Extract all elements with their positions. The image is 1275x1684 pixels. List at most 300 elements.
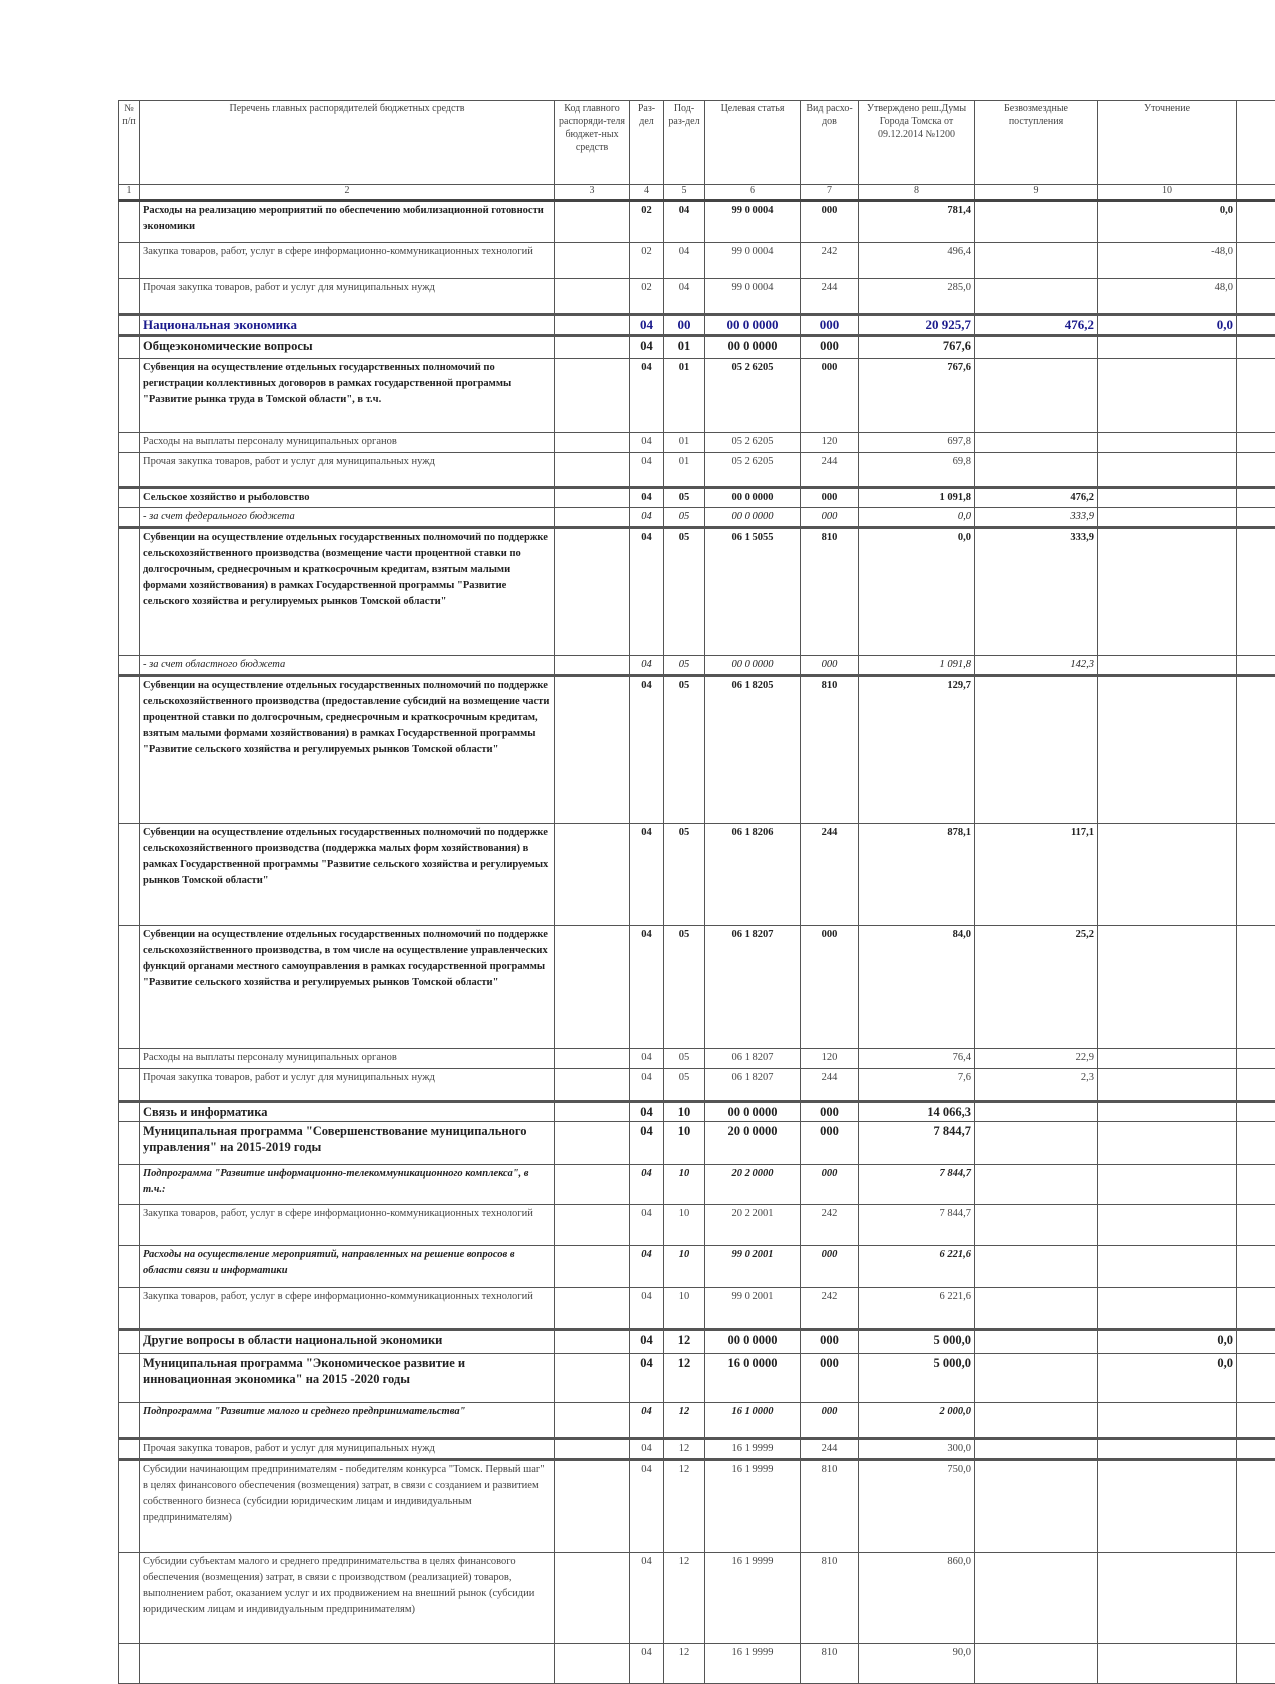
cell-target: 20 2 0000 — [705, 1165, 801, 1205]
cell-target: 05 2 6205 — [705, 433, 801, 453]
cell-name: Расходы на выплаты персоналу муниципальных органов — [140, 1049, 555, 1069]
cell-type: 244 — [801, 1069, 859, 1102]
cell-num — [119, 201, 140, 243]
cell-num — [119, 1165, 140, 1205]
cell-num — [119, 508, 140, 528]
cell-change — [1098, 1049, 1237, 1069]
cell-free — [975, 1460, 1098, 1553]
cell-change — [1098, 1403, 1237, 1439]
cell-change — [1098, 433, 1237, 453]
cell-name: Субвенции на осуществление отдельных государственных полномочий по поддержке сельскохозяйственного производства (возмещение части процентной ставки по долгосрочным, среднесрочным и краткосрочным кредитам, взятым малыми формами хозяйствования) в рамках Государственной программы "Развитие сельского хозяйства и регулируемых рынков Томской области" — [140, 528, 555, 656]
cell-extra — [1237, 1403, 1275, 1439]
cell-target: 16 1 0000 — [705, 1403, 801, 1439]
cell-num — [119, 279, 140, 315]
cell-free — [975, 1246, 1098, 1288]
cell-change: 0,0 — [1098, 1354, 1237, 1403]
cell-name: Муниципальная программа "Экономическое развитие и инновационная экономика" на 2015 -2020 годы — [140, 1354, 555, 1403]
cell-free — [975, 279, 1098, 315]
cell-type: 810 — [801, 676, 859, 824]
cell-subsection: 05 — [664, 488, 705, 508]
col-header-type: Вид расхо-дов — [801, 101, 859, 185]
cell-target: 20 2 2001 — [705, 1205, 801, 1246]
table-row — [119, 508, 1275, 528]
cell-target: 06 1 5055 — [705, 528, 801, 656]
cell-subsection: 04 — [664, 243, 705, 279]
cell-code — [555, 243, 630, 279]
cell-code — [555, 1049, 630, 1069]
cell-target: 16 1 9999 — [705, 1460, 801, 1553]
cell-code — [555, 508, 630, 528]
cell-num — [119, 676, 140, 824]
col-number: 2 — [140, 185, 555, 201]
cell-subsection: 12 — [664, 1354, 705, 1403]
cell-target: 06 1 8207 — [705, 1049, 801, 1069]
cell-subsection: 01 — [664, 359, 705, 433]
cell-code — [555, 1069, 630, 1102]
cell-free — [975, 1165, 1098, 1205]
cell-section: 04 — [630, 1644, 664, 1684]
col-number — [1237, 185, 1275, 201]
cell-approved: 14 066,3 — [859, 1102, 975, 1122]
cell-change: -48,0 — [1098, 243, 1237, 279]
col-number: 1 — [119, 185, 140, 201]
cell-type: 244 — [801, 279, 859, 315]
cell-free: 476,2 — [975, 315, 1098, 336]
cell-name: Субвенции на осуществление отдельных государственных полномочий по поддержке сельскохозяйственного производства, в том числе на осуществление управленческих функций органами местного самоуправления в рамках государственной программы "Развитие сельского хозяйства и регулируемых рынков Томской области" — [140, 926, 555, 1049]
cell-type: 810 — [801, 1644, 859, 1684]
cell-free — [975, 336, 1098, 359]
cell-approved: 781,4 — [859, 201, 975, 243]
cell-change: 0,0 — [1098, 315, 1237, 336]
cell-target: 16 1 9999 — [705, 1553, 801, 1644]
cell-target: 00 0 0000 — [705, 336, 801, 359]
cell-type: 000 — [801, 508, 859, 528]
cell-change — [1098, 508, 1237, 528]
cell-section: 04 — [630, 676, 664, 824]
cell-code — [555, 1553, 630, 1644]
cell-section: 04 — [630, 1439, 664, 1460]
cell-num — [119, 1102, 140, 1122]
cell-num — [119, 359, 140, 433]
cell-type: 810 — [801, 1553, 859, 1644]
cell-target: 16 0 0000 — [705, 1354, 801, 1403]
cell-subsection: 10 — [664, 1122, 705, 1165]
cell-extra — [1237, 1439, 1275, 1460]
cell-subsection: 04 — [664, 279, 705, 315]
cell-name: Другие вопросы в области национальной экономики — [140, 1330, 555, 1354]
table-row — [119, 453, 1275, 488]
cell-type: 120 — [801, 1049, 859, 1069]
cell-section: 04 — [630, 1165, 664, 1205]
cell-code — [555, 453, 630, 488]
cell-subsection: 10 — [664, 1246, 705, 1288]
cell-target: 99 0 2001 — [705, 1288, 801, 1330]
table-row — [119, 1553, 1275, 1644]
cell-extra — [1237, 528, 1275, 656]
cell-target: 99 0 0004 — [705, 279, 801, 315]
cell-subsection: 01 — [664, 453, 705, 488]
cell-target: 16 1 9999 — [705, 1644, 801, 1684]
cell-num — [119, 1122, 140, 1165]
cell-name: - за счет федерального бюджета — [140, 508, 555, 528]
cell-name: Расходы на реализацию мероприятий по обеспечению мобилизационной готовности экономики — [140, 201, 555, 243]
cell-num — [119, 1288, 140, 1330]
cell-approved: 129,7 — [859, 676, 975, 824]
cell-approved: 697,8 — [859, 433, 975, 453]
cell-code — [555, 1403, 630, 1439]
cell-change — [1098, 1246, 1237, 1288]
cell-type: 244 — [801, 453, 859, 488]
cell-type: 000 — [801, 336, 859, 359]
cell-code — [555, 656, 630, 676]
column-number-row — [119, 185, 1275, 201]
cell-free — [975, 676, 1098, 824]
cell-name: Подпрограмма "Развитие информационно-телекоммуникационного комплекса", в т.ч.: — [140, 1165, 555, 1205]
cell-extra — [1237, 359, 1275, 433]
cell-code — [555, 1246, 630, 1288]
cell-name: Закупка товаров, работ, услуг в сфере информационно-коммуникационных технологий — [140, 1288, 555, 1330]
cell-change — [1098, 1165, 1237, 1205]
col-header-target: Целевая статья — [705, 101, 801, 185]
cell-change: 0,0 — [1098, 1330, 1237, 1354]
cell-extra — [1237, 676, 1275, 824]
cell-name: Сельское хозяйство и рыболовство — [140, 488, 555, 508]
cell-change — [1098, 528, 1237, 656]
cell-target: 00 0 0000 — [705, 315, 801, 336]
cell-subsection: 12 — [664, 1403, 705, 1439]
cell-extra — [1237, 1553, 1275, 1644]
cell-section: 04 — [630, 1330, 664, 1354]
cell-extra — [1237, 201, 1275, 243]
col-number: 7 — [801, 185, 859, 201]
cell-code — [555, 433, 630, 453]
cell-num — [119, 1330, 140, 1354]
table-row — [119, 336, 1275, 359]
cell-num — [119, 824, 140, 926]
cell-num — [119, 656, 140, 676]
cell-free: 333,9 — [975, 528, 1098, 656]
cell-target: 06 1 8205 — [705, 676, 801, 824]
cell-code — [555, 315, 630, 336]
cell-free: 333,9 — [975, 508, 1098, 528]
cell-approved: 5 000,0 — [859, 1330, 975, 1354]
cell-type: 244 — [801, 1439, 859, 1460]
cell-num — [119, 1246, 140, 1288]
cell-type: 000 — [801, 1165, 859, 1205]
cell-extra — [1237, 1069, 1275, 1102]
col-header-extra — [1237, 101, 1275, 185]
cell-subsection: 05 — [664, 676, 705, 824]
cell-name: Расходы на выплаты персоналу муниципальных органов — [140, 433, 555, 453]
table-row — [119, 315, 1275, 336]
table-row — [119, 279, 1275, 315]
cell-target: 99 0 0004 — [705, 243, 801, 279]
cell-change — [1098, 1439, 1237, 1460]
cell-free — [975, 1403, 1098, 1439]
cell-num — [119, 1439, 140, 1460]
cell-code — [555, 1330, 630, 1354]
cell-code — [555, 359, 630, 433]
table-row — [119, 1049, 1275, 1069]
cell-extra — [1237, 1049, 1275, 1069]
cell-change — [1098, 1205, 1237, 1246]
cell-subsection: 05 — [664, 656, 705, 676]
cell-name: Субсидии начинающим предпринимателям - победителям конкурса "Томск. Первый шаг" в целях финансового обеспечения (возмещения) затрат, в связи с созданием и развитием собственного бизнеса (субсидии юридическим лицам и индивидуальным предпринимателям) — [140, 1460, 555, 1553]
col-header-num: № п/п — [119, 101, 140, 185]
cell-section: 04 — [630, 488, 664, 508]
cell-extra — [1237, 1246, 1275, 1288]
col-header-change: Уточнение — [1098, 101, 1237, 185]
cell-approved: 878,1 — [859, 824, 975, 926]
cell-name: Прочая закупка товаров, работ и услуг для муниципальных нужд — [140, 453, 555, 488]
cell-extra — [1237, 488, 1275, 508]
cell-change — [1098, 1460, 1237, 1553]
table-row — [119, 1403, 1275, 1439]
cell-section: 04 — [630, 656, 664, 676]
cell-code — [555, 1354, 630, 1403]
header-row — [119, 101, 1275, 185]
budget-table — [118, 100, 1275, 1684]
table-row — [119, 656, 1275, 676]
cell-type: 000 — [801, 656, 859, 676]
cell-name: Прочая закупка товаров, работ и услуг для муниципальных нужд — [140, 1069, 555, 1102]
col-header-subsection: Под-раз-дел — [664, 101, 705, 185]
cell-type: 000 — [801, 1354, 859, 1403]
col-header-free: Безвозмездные поступления — [975, 101, 1098, 185]
cell-target: 99 0 0004 — [705, 201, 801, 243]
cell-section: 02 — [630, 243, 664, 279]
table-row — [119, 433, 1275, 453]
cell-change: 0,0 — [1098, 201, 1237, 243]
cell-approved: 2 000,0 — [859, 1403, 975, 1439]
cell-name: Субвенции на осуществление отдельных государственных полномочий по поддержке сельскохозяйственного производства (предоставление субсидий на возмещение части процентной ставки по долгосрочным, среднесрочным и краткосрочным кредитам, взятым малыми формами хозяйствования) в рамках Государственной программы "Развитие сельского хозяйства и регулируемых рынков Томской области" — [140, 676, 555, 824]
cell-change — [1098, 1069, 1237, 1102]
cell-num — [119, 1049, 140, 1069]
cell-extra — [1237, 453, 1275, 488]
cell-code — [555, 1165, 630, 1205]
cell-free: 142,3 — [975, 656, 1098, 676]
cell-section: 04 — [630, 359, 664, 433]
cell-free — [975, 1553, 1098, 1644]
cell-extra — [1237, 1205, 1275, 1246]
cell-target: 99 0 2001 — [705, 1246, 801, 1288]
cell-free: 25,2 — [975, 926, 1098, 1049]
cell-free — [975, 1122, 1098, 1165]
cell-change — [1098, 1553, 1237, 1644]
cell-approved: 767,6 — [859, 336, 975, 359]
cell-code — [555, 676, 630, 824]
cell-num — [119, 315, 140, 336]
cell-num — [119, 1354, 140, 1403]
cell-approved: 496,4 — [859, 243, 975, 279]
cell-subsection: 10 — [664, 1205, 705, 1246]
cell-target: 05 2 6205 — [705, 359, 801, 433]
cell-subsection: 12 — [664, 1553, 705, 1644]
cell-change — [1098, 1122, 1237, 1165]
cell-subsection: 05 — [664, 824, 705, 926]
cell-type: 000 — [801, 1122, 859, 1165]
cell-section: 04 — [630, 1460, 664, 1553]
cell-target: 00 0 0000 — [705, 656, 801, 676]
cell-type: 242 — [801, 243, 859, 279]
col-header-code: Код главного распоряди-теля бюджет-ных средств — [555, 101, 630, 185]
table-row — [119, 676, 1275, 824]
cell-code — [555, 1460, 630, 1553]
cell-extra — [1237, 1102, 1275, 1122]
table-row — [119, 1330, 1275, 1354]
cell-extra — [1237, 1460, 1275, 1553]
table-body — [119, 201, 1275, 1684]
cell-subsection: 05 — [664, 1049, 705, 1069]
cell-name: Закупка товаров, работ, услуг в сфере информационно-коммуникационных технологий — [140, 1205, 555, 1246]
cell-type: 120 — [801, 433, 859, 453]
cell-subsection: 05 — [664, 508, 705, 528]
cell-subsection: 05 — [664, 1069, 705, 1102]
cell-target: 00 0 0000 — [705, 508, 801, 528]
table-row — [119, 1460, 1275, 1553]
cell-num — [119, 528, 140, 656]
cell-target: 00 0 0000 — [705, 488, 801, 508]
cell-target: 06 1 8207 — [705, 1069, 801, 1102]
cell-code — [555, 1122, 630, 1165]
cell-approved: 20 925,7 — [859, 315, 975, 336]
cell-name: Прочая закупка товаров, работ и услуг для муниципальных нужд — [140, 279, 555, 315]
cell-num — [119, 1553, 140, 1644]
cell-code — [555, 1288, 630, 1330]
col-number: 3 — [555, 185, 630, 201]
cell-section: 04 — [630, 1288, 664, 1330]
cell-type: 000 — [801, 926, 859, 1049]
cell-approved: 767,6 — [859, 359, 975, 433]
cell-section: 04 — [630, 1246, 664, 1288]
cell-section: 04 — [630, 1102, 664, 1122]
cell-num — [119, 453, 140, 488]
cell-target: 00 0 0000 — [705, 1330, 801, 1354]
cell-approved: 860,0 — [859, 1553, 975, 1644]
cell-extra — [1237, 1165, 1275, 1205]
cell-subsection: 04 — [664, 201, 705, 243]
cell-free — [975, 1330, 1098, 1354]
cell-name: Национальная экономика — [140, 315, 555, 336]
table-row — [119, 1288, 1275, 1330]
cell-num — [119, 488, 140, 508]
cell-extra — [1237, 1330, 1275, 1354]
cell-approved: 0,0 — [859, 528, 975, 656]
cell-type: 000 — [801, 1102, 859, 1122]
cell-num — [119, 1069, 140, 1102]
cell-subsection: 05 — [664, 926, 705, 1049]
cell-change: 48,0 — [1098, 279, 1237, 315]
cell-code — [555, 336, 630, 359]
cell-subsection: 12 — [664, 1460, 705, 1553]
table-row — [119, 926, 1275, 1049]
cell-name: Подпрограмма "Развитие малого и среднего предпринимательства" — [140, 1403, 555, 1439]
cell-name: Субсидии субъектам малого и среднего предпринимательства в целях финансового обеспечения (возмещения) затрат, в связи с производством (реализацией) товаров, выполнением работ, оказанием услуг и их продвижением на внешний рынок (субсидии юридическим лицам и индивидуальным предпринимателям) — [140, 1553, 555, 1644]
cell-type: 242 — [801, 1205, 859, 1246]
cell-target: 06 1 8207 — [705, 926, 801, 1049]
cell-change — [1098, 926, 1237, 1049]
table-row — [119, 1205, 1275, 1246]
cell-approved: 6 221,6 — [859, 1288, 975, 1330]
cell-change — [1098, 824, 1237, 926]
table-row — [119, 488, 1275, 508]
cell-approved: 90,0 — [859, 1644, 975, 1684]
cell-extra — [1237, 926, 1275, 1049]
cell-free: 476,2 — [975, 488, 1098, 508]
cell-section: 02 — [630, 279, 664, 315]
cell-change — [1098, 1288, 1237, 1330]
cell-subsection: 12 — [664, 1330, 705, 1354]
col-header-section: Раз-дел — [630, 101, 664, 185]
table-row — [119, 243, 1275, 279]
cell-section: 02 — [630, 201, 664, 243]
cell-code — [555, 279, 630, 315]
cell-subsection: 12 — [664, 1439, 705, 1460]
cell-type: 242 — [801, 1288, 859, 1330]
cell-extra — [1237, 336, 1275, 359]
cell-type: 000 — [801, 315, 859, 336]
table-row — [119, 1069, 1275, 1102]
cell-free — [975, 1354, 1098, 1403]
cell-extra — [1237, 279, 1275, 315]
cell-change — [1098, 488, 1237, 508]
cell-approved: 0,0 — [859, 508, 975, 528]
cell-free — [975, 1102, 1098, 1122]
cell-num — [119, 243, 140, 279]
cell-type: 244 — [801, 824, 859, 926]
cell-type: 810 — [801, 1460, 859, 1553]
table-row — [119, 1102, 1275, 1122]
table-row — [119, 824, 1275, 926]
col-number: 5 — [664, 185, 705, 201]
cell-section: 04 — [630, 336, 664, 359]
cell-approved: 6 221,6 — [859, 1246, 975, 1288]
cell-approved: 5 000,0 — [859, 1354, 975, 1403]
table-row — [119, 1246, 1275, 1288]
cell-type: 000 — [801, 1403, 859, 1439]
col-header-approved: Утверждено реш.Думы Города Томска от 09.12.2014 №1200 — [859, 101, 975, 185]
cell-change — [1098, 359, 1237, 433]
cell-num — [119, 1205, 140, 1246]
cell-type: 000 — [801, 1330, 859, 1354]
cell-name: Субвенция на осуществление отдельных государственных полномочий по регистрации коллективных договоров в рамках государственной программы "Развитие рынка труда в Томской области", в т.ч. — [140, 359, 555, 433]
cell-code — [555, 1205, 630, 1246]
cell-name: Субвенции на осуществление отдельных государственных полномочий по поддержке сельскохозяйственного производства (поддержка малых форм хозяйствования) в рамках Государственной программы "Развитие сельского хозяйства и регулируемых рынков Томской области" — [140, 824, 555, 926]
cell-approved: 76,4 — [859, 1049, 975, 1069]
cell-num — [119, 336, 140, 359]
cell-code — [555, 824, 630, 926]
col-number: 6 — [705, 185, 801, 201]
cell-approved: 7,6 — [859, 1069, 975, 1102]
cell-section: 04 — [630, 1122, 664, 1165]
table-row — [119, 201, 1275, 243]
cell-extra — [1237, 1122, 1275, 1165]
cell-num — [119, 1403, 140, 1439]
cell-subsection: 05 — [664, 528, 705, 656]
cell-free — [975, 243, 1098, 279]
cell-extra — [1237, 1354, 1275, 1403]
cell-num — [119, 433, 140, 453]
cell-num — [119, 926, 140, 1049]
cell-change — [1098, 1102, 1237, 1122]
cell-change — [1098, 656, 1237, 676]
table-row — [119, 1122, 1275, 1165]
cell-target: 16 1 9999 — [705, 1439, 801, 1460]
table-row — [119, 1354, 1275, 1403]
cell-extra — [1237, 656, 1275, 676]
cell-section: 04 — [630, 453, 664, 488]
cell-type: 810 — [801, 528, 859, 656]
